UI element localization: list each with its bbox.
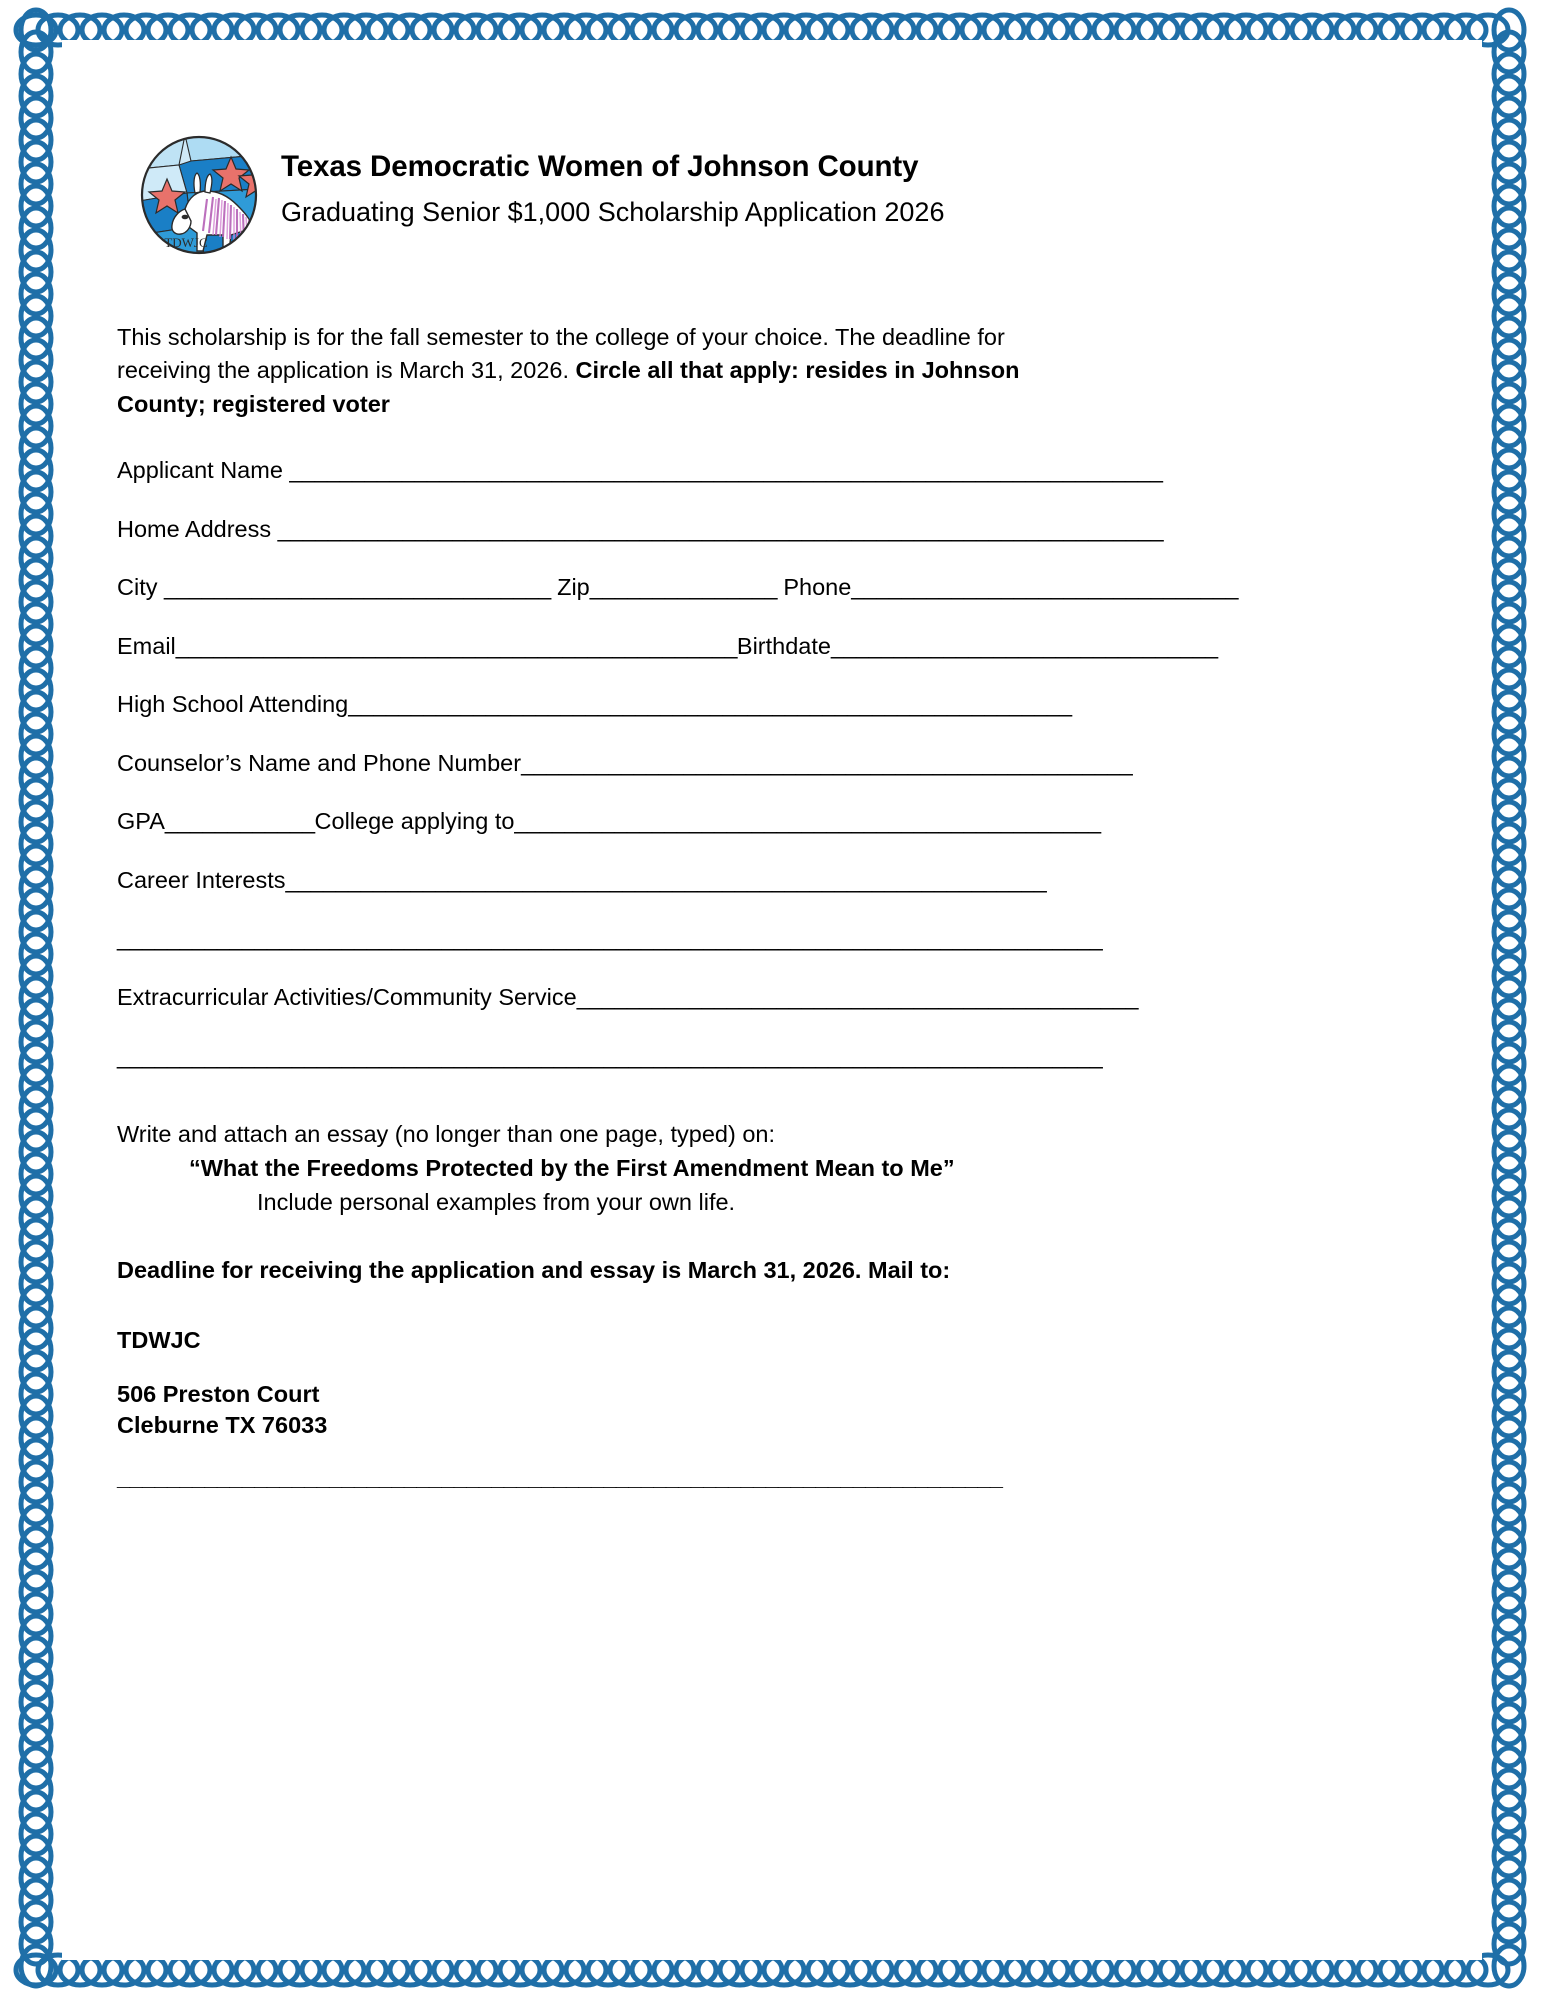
birthdate-blank[interactable]: _______________________________ — [830, 632, 1218, 659]
gpa-blank[interactable]: ____________ — [164, 808, 315, 835]
field-counselor[interactable] — [117, 748, 1155, 779]
phone-label: Phone — [776, 574, 852, 601]
birthdate-label: Birthdate — [736, 632, 831, 659]
counselor-blank[interactable]: _________________________________________________ — [521, 749, 1133, 776]
closing-signature-rule: _______________________________________________________________________ — [117, 1464, 1003, 1491]
mailing-address — [117, 1379, 1155, 1441]
organization-title: Texas Democratic Women of Johnson County — [281, 150, 919, 183]
high-school-blank[interactable]: __________________________________________________________ — [348, 691, 1072, 718]
career-interests-label: Career Interests — [117, 866, 286, 893]
field-city-zip-phone[interactable] — [117, 572, 1238, 603]
home-address-label: Home Address — [117, 515, 278, 542]
document-header — [117, 135, 1155, 263]
city-blank[interactable]: _______________________________ — [164, 574, 551, 601]
document-subtitle: Graduating Senior $1,000 Scholarship Application 2026 — [281, 196, 945, 227]
field-career-interests[interactable] — [117, 865, 1155, 896]
field-home-address[interactable] — [117, 514, 1163, 545]
extracurricular-label: Extracurricular Activities/Community Service — [117, 984, 577, 1010]
logo-caption: TDWJC — [164, 235, 208, 250]
field-extracurricular[interactable] — [117, 982, 1155, 1013]
mailing-organization: TDWJC — [117, 1327, 201, 1354]
college-label: College applying to — [314, 808, 515, 835]
intro-text-bold: Circle all that apply: resides in Johnson County; registered voter — [117, 357, 1020, 417]
applicant-name-blank[interactable]: ______________________________________________________________________ — [289, 457, 1163, 484]
essay-note-text: Include personal examples from your own life. — [257, 1189, 736, 1216]
zip-label: Zip — [550, 574, 590, 601]
home-address-blank[interactable]: _______________________________________________________________________ — [277, 515, 1163, 542]
applicant-name-label: Applicant Name — [117, 457, 290, 484]
essay-lead-text: Write and attach an essay (no longer than one page, typed) on: — [117, 1121, 775, 1148]
mailing-street: 506 Preston Court — [117, 1381, 320, 1408]
essay-instructions — [117, 1117, 1155, 1219]
career-interests-blank-line-2[interactable]: _______________________________________________________________________________ — [117, 925, 1103, 952]
field-applicant-name[interactable] — [117, 455, 1163, 486]
essay-prompt-title: “What the Freedoms Protected by the First Amendment Mean to Me” — [189, 1155, 955, 1182]
college-blank[interactable]: _______________________________________________ — [514, 808, 1101, 835]
field-high-school[interactable] — [117, 689, 1155, 720]
gpa-label: GPA — [117, 808, 165, 835]
field-email-birthdate[interactable] — [117, 631, 1218, 662]
city-label: City — [117, 574, 164, 601]
tdwjc-donkey-logo — [139, 135, 259, 263]
counselor-label: Counselor’s Name and Phone Number — [117, 749, 522, 776]
phone-blank[interactable]: _______________________________ — [851, 574, 1238, 601]
chain-border-right — [1494, 10, 1524, 1986]
mailing-city-state-zip: Cleburne TX 76033 — [117, 1412, 328, 1439]
chain-border-left — [21, 10, 51, 1986]
intro-text-normal: This scholarship is for the fall semester to the college of your choice. The deadline for receiving the application is March 31, 2026. — [117, 324, 1005, 384]
career-interests-blank[interactable]: _____________________________________________________________ — [285, 866, 1047, 893]
zip-blank[interactable]: _______________ — [589, 574, 777, 601]
email-blank[interactable]: _____________________________________________ — [175, 632, 737, 659]
intro-paragraph — [117, 321, 1097, 421]
extracurricular-blank-line-2[interactable]: _______________________________________________________________________________ — [117, 1042, 1103, 1069]
high-school-label: High School Attending — [117, 691, 349, 718]
document-content — [117, 135, 1238, 1492]
deadline-statement: Deadline for receiving the application and essay is March 31, 2026. Mail to: — [117, 1257, 951, 1284]
document-page — [62, 40, 1482, 1960]
email-label: Email — [117, 632, 176, 659]
field-gpa-college[interactable] — [117, 806, 1155, 837]
header-text-block — [281, 135, 944, 231]
extracurricular-blank[interactable]: _____________________________________________ — [576, 984, 1138, 1010]
